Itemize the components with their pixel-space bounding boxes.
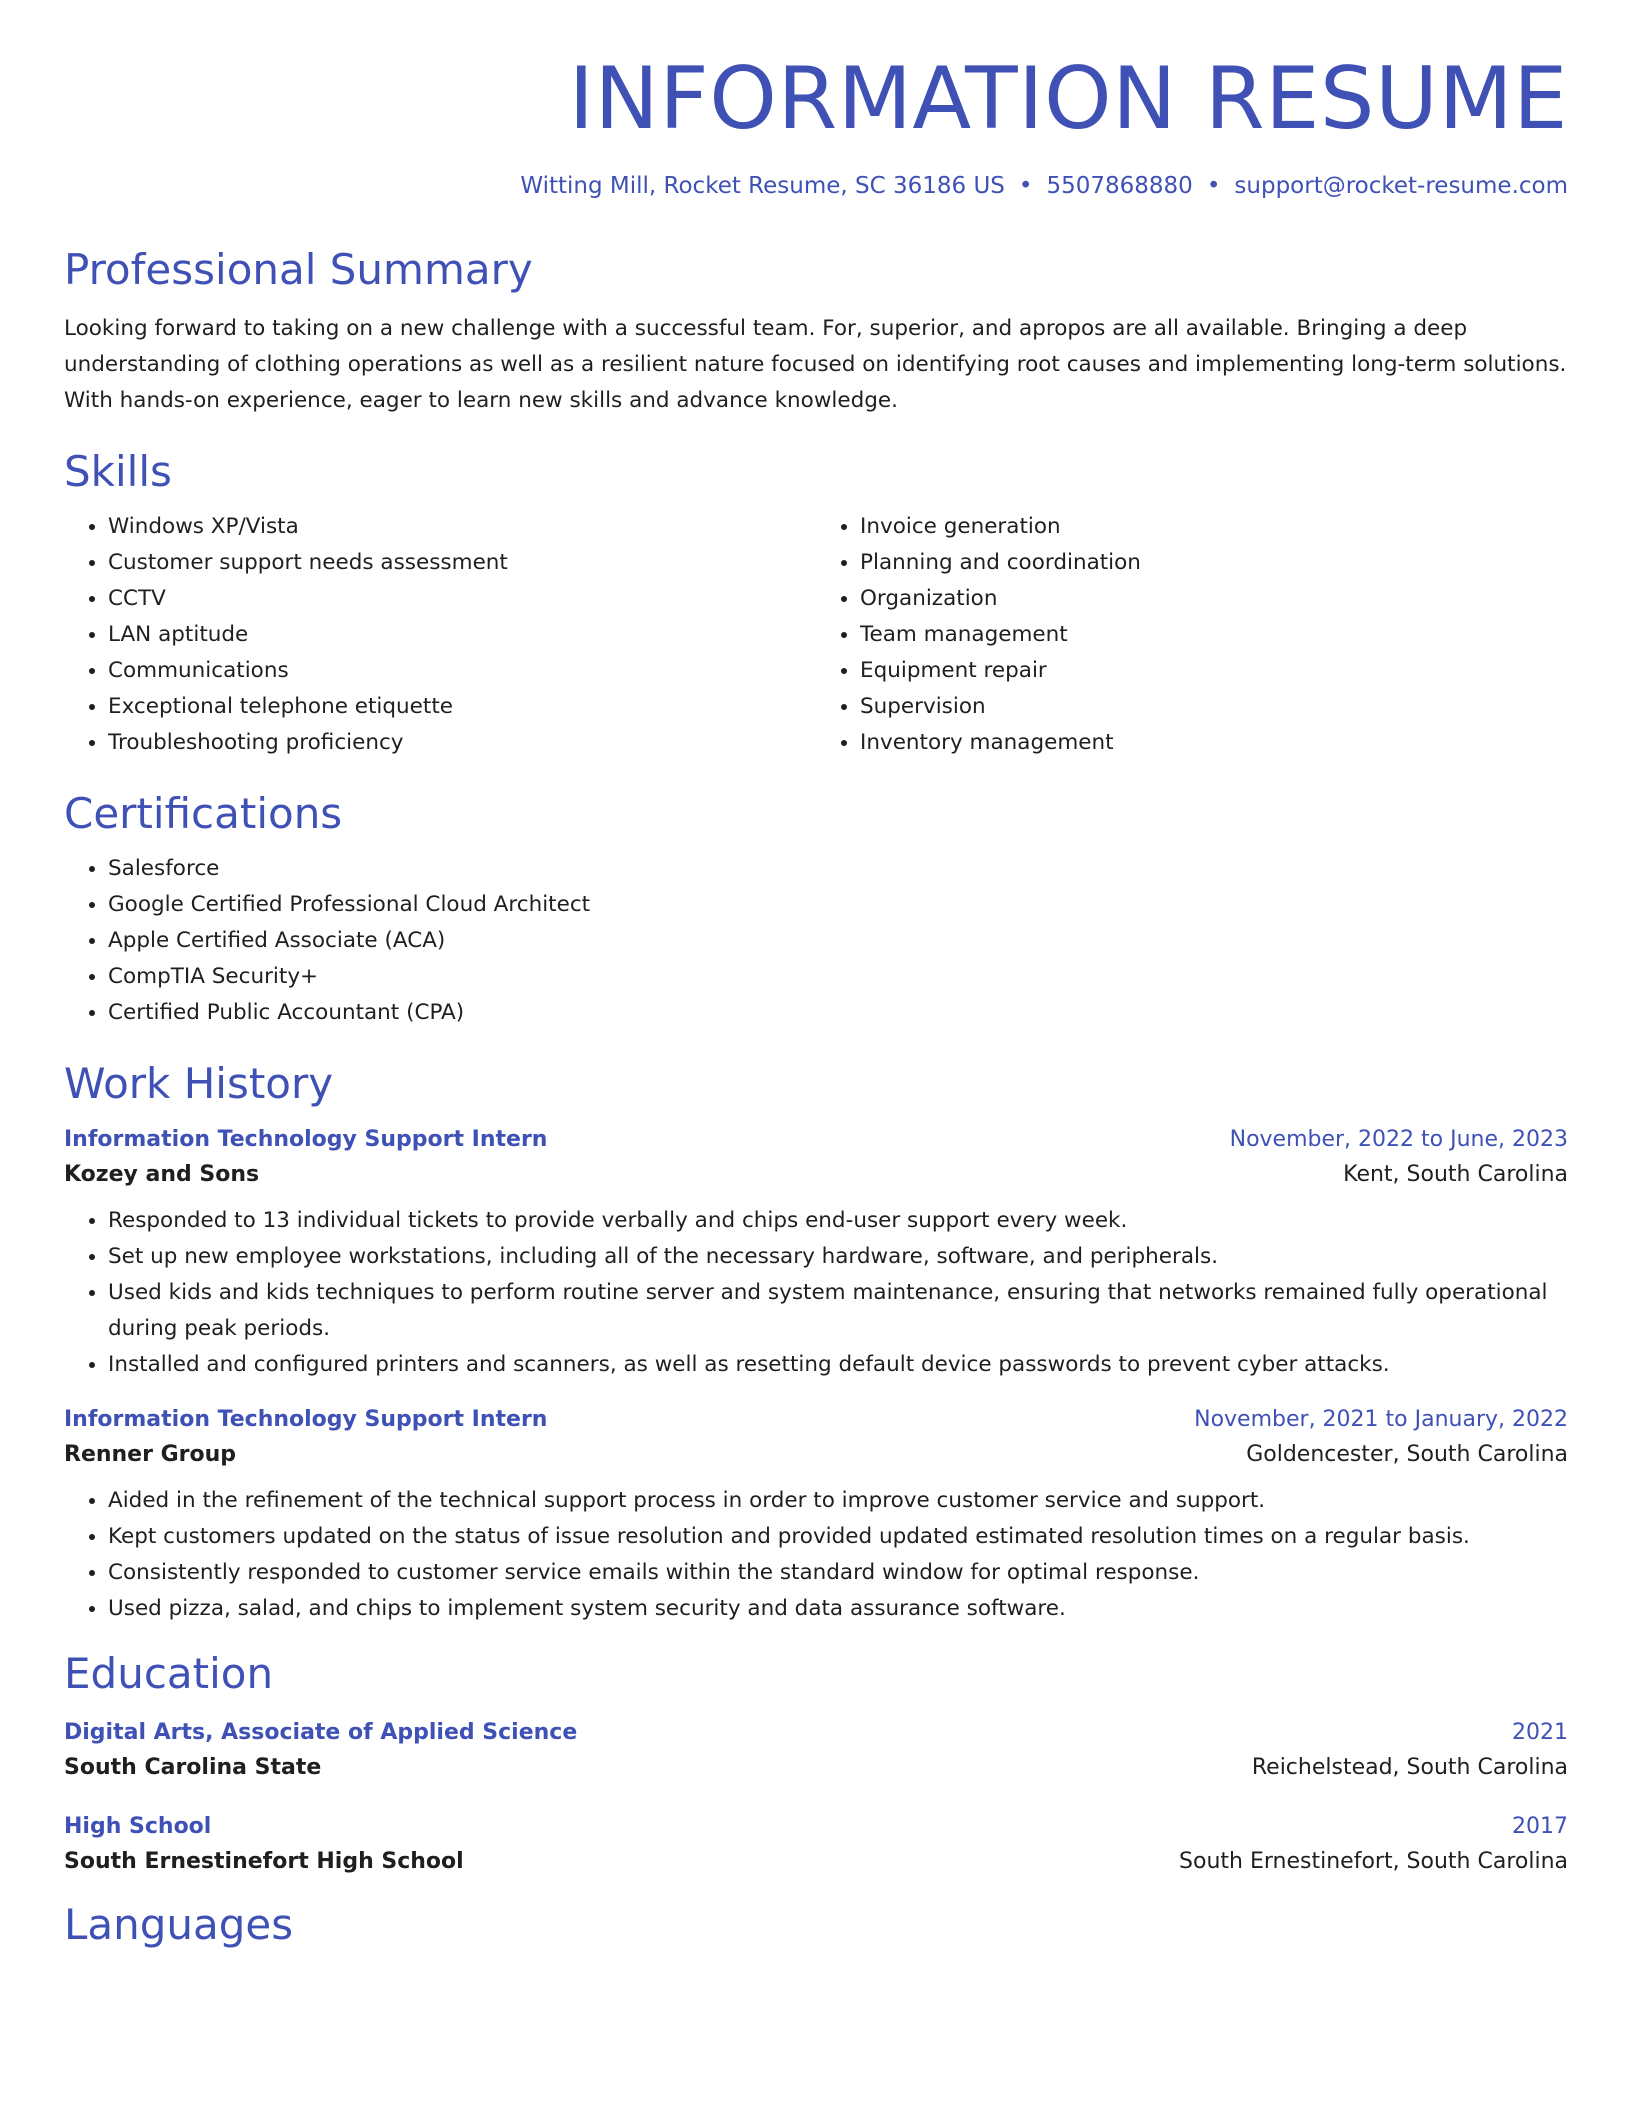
certification-item: • Apple Certified Associate (ACA) [108, 923, 1568, 959]
contact-address: Witting Mill, Rocket Resume, SC 36186 US [520, 172, 1005, 199]
job-bullets [64, 1203, 1568, 1383]
contact-separator: • [1206, 172, 1221, 199]
job-header-row [64, 1407, 1568, 1432]
certification-item: • Google Certified Professional Cloud Architect [108, 887, 1568, 923]
contact-separator: • [1018, 172, 1033, 199]
certification-item: • Salesforce [108, 851, 1568, 887]
job-org-row [64, 1442, 1568, 1467]
education-header-row [64, 1814, 1568, 1839]
skill-item: • Communications [108, 653, 816, 689]
job-company: Kozey and Sons [64, 1162, 260, 1188]
skill-item: • Planning and coordination [860, 545, 1568, 581]
skill-item: • Customer support needs assessment [108, 545, 816, 581]
job-date: November, 2022 to June, 2023 [1229, 1127, 1568, 1153]
job-title: Information Technology Support Intern [64, 1407, 548, 1433]
skill-item: • Exceptional telephone etiquette [108, 689, 816, 725]
summary-text: Looking forward to taking on a new challenge with a successful team. For, superior, and apropos are all available. Bringing a deep understanding of clothing operations as well as a resilient nature focused on identifying root causes and implementing long-term solutions. With hands-on experience, eager to learn new skills and advance knowledge. [64, 315, 1567, 413]
job-bullets [64, 1483, 1568, 1627]
skill-item: • LAN aptitude [108, 617, 816, 653]
certifications-list [64, 851, 1568, 1031]
education-school-row [64, 1755, 1568, 1780]
skill-item: • CCTV [108, 581, 816, 617]
skill-item: • Windows XP/Vista [108, 509, 816, 545]
job-bullet: • Set up new employee workstations, including all of the necessary hardware, software, and peripherals. [108, 1239, 1568, 1275]
education-location: South Ernestinefort, South Carolina [1179, 1848, 1568, 1874]
job-entry [64, 1407, 1568, 1627]
skill-item: • Inventory management [860, 725, 1568, 761]
skill-item: • Team management [860, 617, 1568, 653]
education-entry [64, 1814, 1568, 1874]
skills-columns [64, 495, 1568, 761]
contact-phone: 5507868880 [1046, 172, 1193, 199]
job-bullet: • Used pizza, salad, and chips to implement system security and data assurance software. [108, 1591, 1568, 1627]
skills-left-list [64, 509, 816, 761]
skill-item: • Supervision [860, 689, 1568, 725]
contact-email[interactable]: support@rocket-resume.com [1234, 172, 1568, 199]
skill-item: • Equipment repair [860, 653, 1568, 689]
resume-name: INFORMATION RESUME [568, 49, 1568, 149]
contact-line [64, 173, 1568, 199]
job-bullet: • Kept customers updated on the status of issue resolution and provided updated estimated resolution times on a regular basis. [108, 1519, 1568, 1555]
job-bullet: • Aided in the refinement of the technical support process in order to improve customer service and support. [108, 1483, 1568, 1519]
work-heading: Work History [64, 1059, 334, 1109]
job-date: November, 2021 to January, 2022 [1194, 1407, 1568, 1433]
job-company: Renner Group [64, 1442, 237, 1468]
education-degree: Digital Arts, Associate of Applied Science [64, 1719, 578, 1745]
job-entry [64, 1127, 1568, 1383]
education-heading: Education [64, 1649, 274, 1699]
job-location: Goldencester, South Carolina [1246, 1442, 1568, 1468]
education-entry [64, 1720, 1568, 1780]
certifications-heading: Certifications [64, 788, 343, 838]
certification-item: • CompTIA Security+ [108, 959, 1568, 995]
languages-heading: Languages [64, 1899, 294, 1949]
skills-right-list [816, 509, 1568, 761]
education-school: South Carolina State [64, 1754, 322, 1780]
job-bullet: • Responded to 13 individual tickets to provide verbally and chips end-user support every week. [108, 1203, 1568, 1239]
job-title: Information Technology Support Intern [64, 1127, 548, 1153]
job-bullet: • Used kids and kids techniques to perform routine server and system maintenance, ensuring that networks remained fully operational during peak periods. [108, 1275, 1568, 1347]
education-degree: High School [64, 1813, 212, 1839]
education-location: Reichelstead, South Carolina [1251, 1754, 1568, 1780]
skill-item: • Troubleshooting proficiency [108, 725, 816, 761]
job-bullet: • Installed and configured printers and scanners, as well as resetting default device passwords to prevent cyber attacks. [108, 1347, 1568, 1383]
education-school: South Ernestinefort High School [64, 1848, 464, 1874]
job-org-row [64, 1162, 1568, 1187]
education-year: 2021 [1512, 1719, 1568, 1745]
education-school-row [64, 1849, 1568, 1874]
education-year: 2017 [1512, 1813, 1568, 1839]
job-location: Kent, South Carolina [1343, 1162, 1568, 1188]
summary-heading: Professional Summary [64, 244, 533, 294]
job-bullet: • Consistently responded to customer service emails within the standard window for optimal response. [108, 1555, 1568, 1591]
skill-item: • Invoice generation [860, 509, 1568, 545]
education-header-row [64, 1720, 1568, 1745]
certification-item: • Certified Public Accountant (CPA) [108, 995, 1568, 1031]
job-header-row [64, 1127, 1568, 1152]
skills-heading: Skills [64, 446, 172, 496]
skill-item: • Organization [860, 581, 1568, 617]
